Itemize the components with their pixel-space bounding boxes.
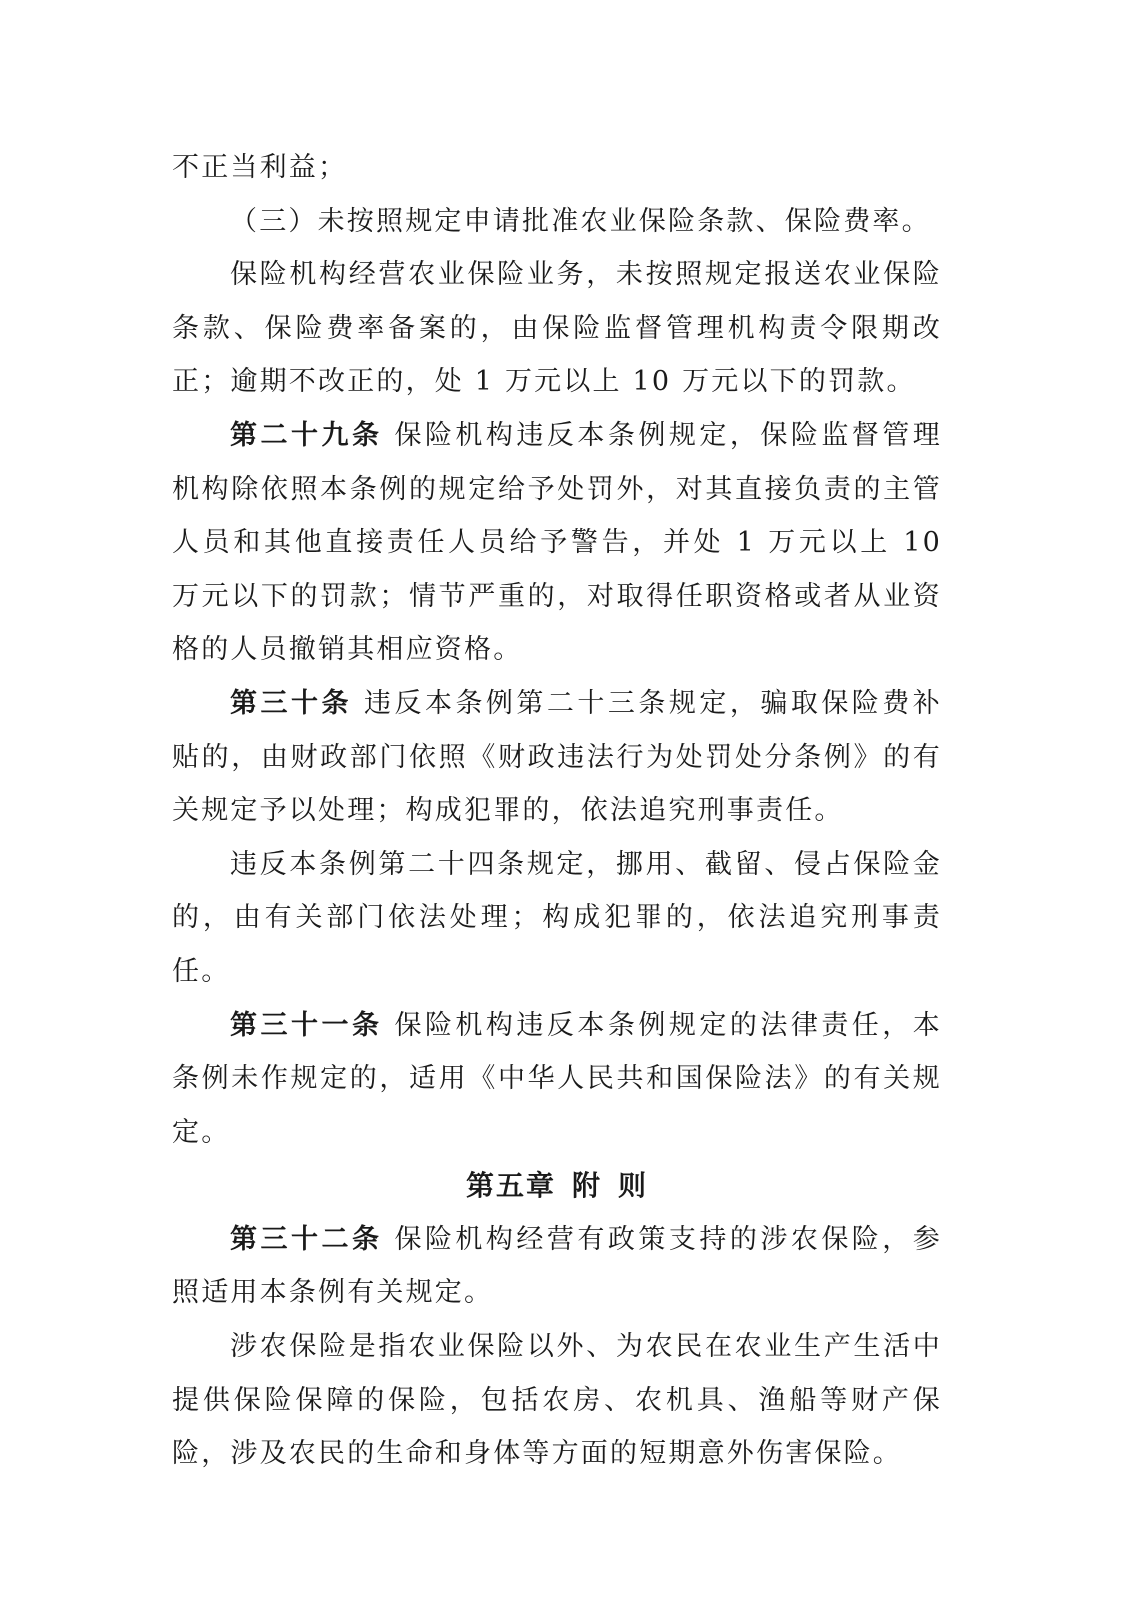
article-31 — [172, 999, 942, 1160]
paragraph-1 — [172, 195, 942, 249]
paragraph-text: 保险机构经营有政策支持的涉农保险，参照适用本条例有关规定。 — [172, 1223, 942, 1309]
paragraph-text: 违反本条例第二十四条规定，挪用、截留、侵占保险金的，由有关部门依法处理；构成犯罪的，依法追究刑事责任。 — [172, 848, 942, 987]
document-body — [172, 141, 942, 1481]
paragraph-0 — [172, 141, 942, 195]
article-30 — [172, 677, 942, 838]
chapter-title-part-2: 则 — [618, 1169, 649, 1203]
article-title: 第二十九条 — [230, 419, 383, 451]
paragraph-5 — [172, 838, 942, 999]
article-title: 第三十一条 — [230, 1009, 383, 1041]
paragraph-2 — [172, 248, 942, 409]
article-29 — [172, 409, 942, 677]
paragraph-text: 保险机构经营农业保险业务，未按照规定报送农业保险条款、保险费率备案的，由保险监督管理机构责令限期改正；逾期不改正的，处 1 万元以上 10 万元以下的罚款。 — [172, 259, 942, 398]
article-title: 第三十条 — [230, 687, 352, 719]
paragraph-9 — [172, 1320, 942, 1481]
chapter-heading — [172, 1159, 942, 1213]
paragraph-text: （三）未按照规定申请批准农业保险条款、保险费率。 — [230, 205, 931, 237]
paragraph-text: 涉农保险是指农业保险以外、为农民在农业生产生活中提供保险保障的保险，包括农房、农机具、渔船等财产保险，涉及农民的生命和身体等方面的短期意外伤害保险。 — [172, 1331, 942, 1470]
paragraph-text: 违反本条例第二十三条规定，骗取保险费补贴的，由财政部门依照《财政违法行为处罚处分条例》的有关规定予以处理；构成犯罪的，依法追究刑事责任。 — [172, 687, 942, 827]
paragraph-text: 保险机构违反本条例规定，保险监督管理机构除依照本条例的规定给予处罚外，对其直接负责的主管人员和其他直接责任人员给予警告，并处 1 万元以上 10 万元以下的罚款；情节严重的，对取得任职资格或者从业资格的人员撤销其相应资格。 — [172, 419, 942, 666]
chapter-title-part-1: 附 — [571, 1169, 602, 1203]
paragraph-text: 不正当利益； — [172, 152, 348, 183]
paragraph-text: 保险机构违反本条例规定的法律责任，本条例未作规定的，适用《中华人民共和国保险法》的有关规定。 — [172, 1009, 942, 1148]
chapter-number: 第五章 — [465, 1169, 556, 1203]
article-32 — [172, 1213, 942, 1320]
article-title: 第三十二条 — [230, 1223, 383, 1255]
